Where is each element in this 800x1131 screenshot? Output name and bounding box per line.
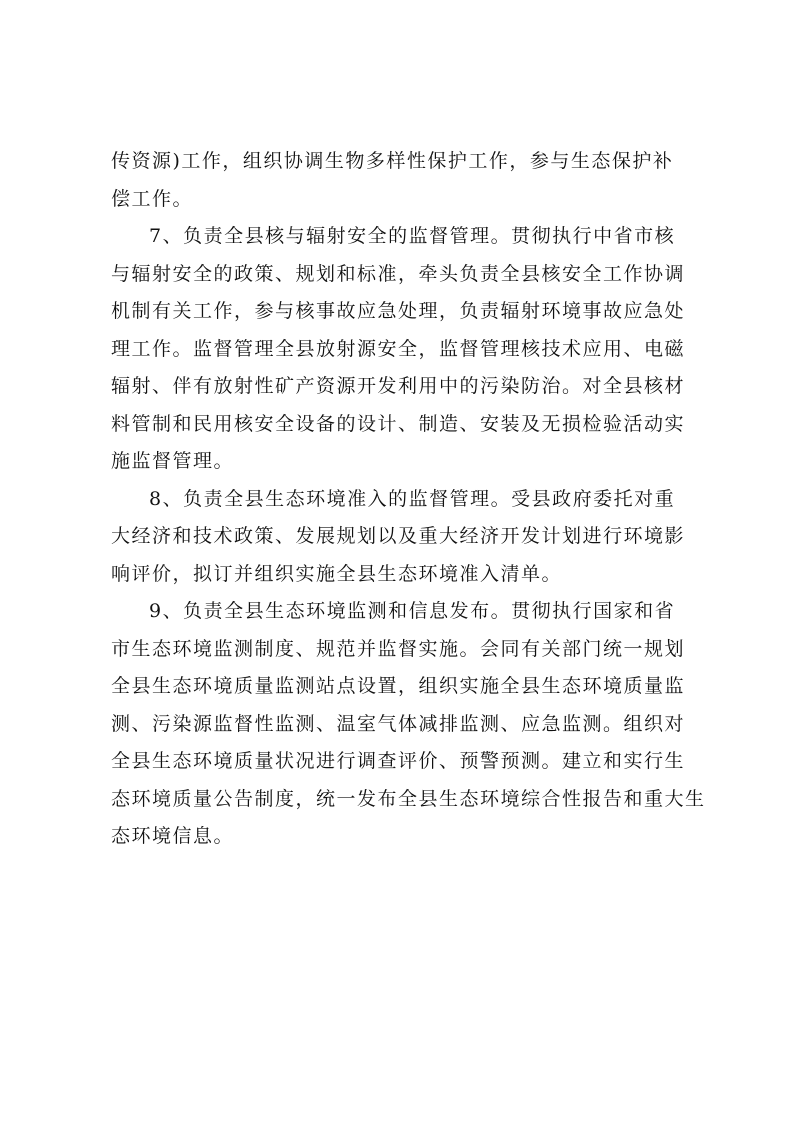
text-line: 9、负责全县生态环境监测和信息发布。贯彻执行国家和省 [149,600,676,622]
text-line: 与辐射安全的政策、规划和标准，牵头负责全县核安全工作协调 [111,262,686,285]
text-line: 机制有关工作，参与核事故应急处理，负责辐射环境事故应急处 [111,300,686,322]
paragraph-item-8 [111,481,699,594]
text-line: 料管制和民用核安全设备的设计、制造、安装及无损检验活动实 [111,412,686,435]
text-line: 全县生态环境质量状况进行调查评价、预警预测。建立和实行生 [111,750,686,772]
paragraph-item-7 [111,218,699,481]
text-line: 7、负责全县核与辐射安全的监督管理。贯彻执行中省市核 [149,225,676,247]
text-line: 响评价，拟订并组织实施全县生态环境准入清单。 [111,562,563,585]
paragraph-continuation [111,143,699,218]
paragraph-item-9 [111,593,706,856]
text-line: 理工作。监督管理全县放射源安全，监督管理核技术应用、电磁 [111,337,686,360]
document-body [111,143,706,856]
text-line: 8、负责全县生态环境准入的监督管理。受县政府委托对重 [149,487,676,510]
text-line: 大经济和技术政策、发展规划以及重大经济开发计划进行环境影 [111,525,686,547]
text-line: 市生态环境监测制度、规范并监督实施。会同有关部门统一规划 [111,637,686,660]
text-line: 态环境信息。 [111,825,235,847]
text-line: 偿工作。 [111,187,194,210]
text-line: 态环境质量公告制度，统一发布全县生态环境综合性报告和重大生 [111,787,706,810]
text-line: 全县生态环境质量监测站点设置，组织实施全县生态环境质量监 [111,675,686,697]
text-line: 施监督管理。 [111,450,235,472]
text-line: 测、污染源监督性监测、温室气体减排监测、应急监测。组织对 [111,712,686,735]
text-line: 辐射、伴有放射性矿产资源开发利用中的污染防治。对全县核材 [111,375,686,397]
text-line: 传资源)工作，组织协调生物多样性保护工作，参与生态保护补 [111,150,674,172]
